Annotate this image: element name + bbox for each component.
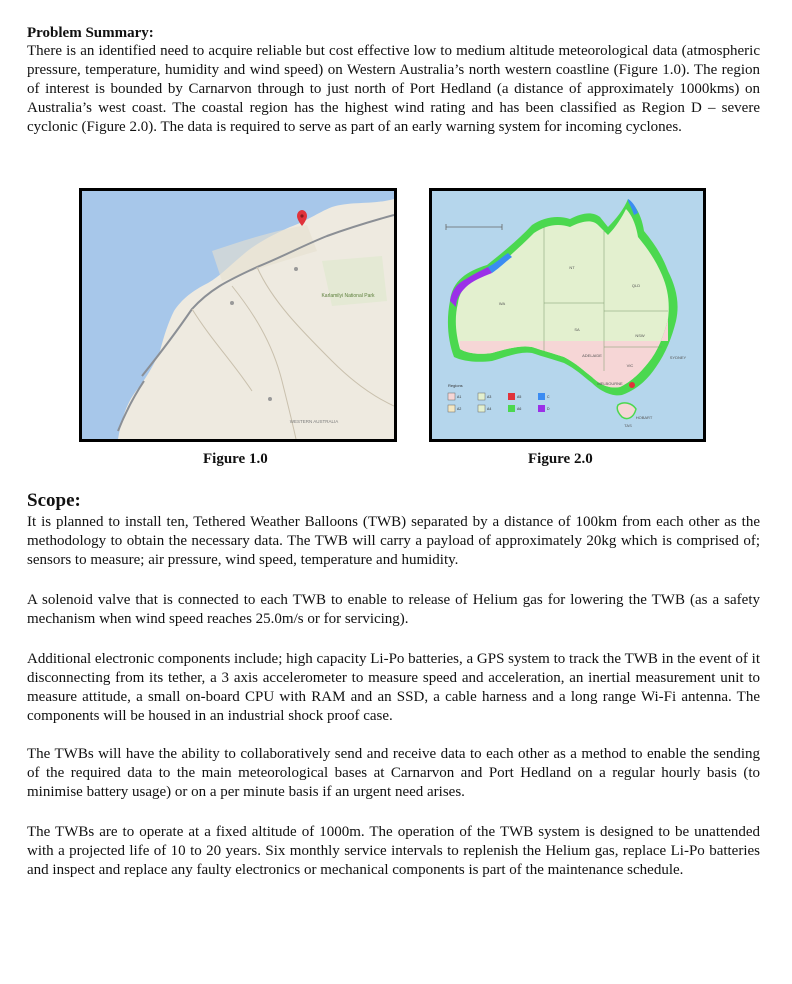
- state-label-nt: NT: [569, 265, 575, 270]
- map-label-park: Karlamilyi National Park: [321, 293, 375, 299]
- state-label-nsw: NSW: [635, 333, 645, 338]
- city-label-adelaide: ADELAIDE: [582, 353, 602, 358]
- city-label-hobart: HOBART: [635, 415, 653, 420]
- state-label-sa: SA: [574, 327, 580, 332]
- state-label-qld: QLD: [631, 283, 641, 288]
- svg-text:D: D: [547, 407, 550, 411]
- scope-paragraph-2: A solenoid valve that is connected to each TWB to enable to release of Helium gas for lowering the TWB (as a safety mechanism when wind speed reaches 25.0m/s or for servicing).: [27, 592, 760, 627]
- scope-paragraph-4: The TWBs will have the ability to collaboratively send and receive data to each other as a method to enable the sending of the required data to the main meteorological bases at Carnarvon and Port Hedland on a regular hourly basis (to minimise battery usage) or on a per minute basis if an urgent need arises.: [27, 746, 760, 800]
- state-label-tas: TAS: [624, 423, 632, 428]
- figure-1-map: [79, 188, 397, 442]
- city-label-melbourne: MELBOURNE: [597, 381, 623, 386]
- legend-title: Regions: [448, 383, 463, 388]
- map-australia-wind-regions: [432, 191, 703, 439]
- svg-text:C: C: [547, 395, 550, 399]
- figure-2-map: [429, 188, 706, 442]
- scope-heading: Scope:: [27, 490, 81, 511]
- svg-text:A1: A1: [457, 395, 462, 399]
- map-wa-road: [82, 191, 394, 439]
- svg-text:A5: A5: [517, 395, 522, 399]
- figure-1-caption: Figure 1.0: [203, 451, 268, 467]
- svg-text:A3: A3: [487, 395, 492, 399]
- svg-text:A4: A4: [487, 407, 492, 411]
- marker-icon: [629, 382, 635, 388]
- scope-paragraph-1: It is planned to install ten, Tethered Weather Balloons (TWB) separated by a distance of 100km from each other as the methodology to obtain the necessary data. The TWB will carry a payload of approximately 20kg which is comprised of; sensors to measure; air pressure, wind speed, temperature and humidity.: [27, 514, 760, 568]
- scope-paragraph-5: The TWBs are to operate at a fixed altitude of 1000m. The operation of the TWB system is designed to be unattended with a projected life of 10 to 20 years. Six monthly service intervals to replenish the Helium gas, replace Li-Po batteries and inspect and replace any faulty electronics or mechanical components is part of the maintenance schedule.: [27, 824, 760, 878]
- problem-summary-heading: Problem Summary:: [27, 25, 154, 41]
- svg-text:A6: A6: [517, 407, 522, 411]
- state-label-wa: WA: [498, 301, 506, 306]
- svg-text:A2: A2: [457, 407, 462, 411]
- map-label-state: WESTERN AUSTRALIA: [289, 419, 339, 424]
- city-label-sydney: SYDNEY: [669, 355, 687, 360]
- state-label-vic: VIC: [626, 363, 634, 368]
- figure-2-caption: Figure 2.0: [528, 451, 593, 467]
- problem-summary-text: There is an identified need to acquire reliable but cost effective low to medium altitude meteorological data (atmospheric pressure, temperature, humidity and wind speed) on Western Australia’s north western coastline (Figure 1.0). The region of interest is bounded by Carnarvon through to just north of Port Hedland (a distance of approximately 1000kms) on Australia’s west coast. The coastal region has the highest wind rating and has been classified as Region D – severe cyclonic (Figure 2.0). The data is required to serve as part of an early warning system for incoming cyclones.: [27, 43, 760, 135]
- scope-paragraph-3: Additional electronic components include; high capacity Li-Po batteries, a GPS system to track the TWB in the event of it disconnecting from its tether, a 3 axis accelerometer to measure speed and acceleration, an inertial measurement unit to measure attitude, a small on-board CPU with RAM and an SSD, a cable harness and a long range Wi-Fi antenna. The components will be housed in an industrial shock proof case.: [27, 651, 760, 724]
